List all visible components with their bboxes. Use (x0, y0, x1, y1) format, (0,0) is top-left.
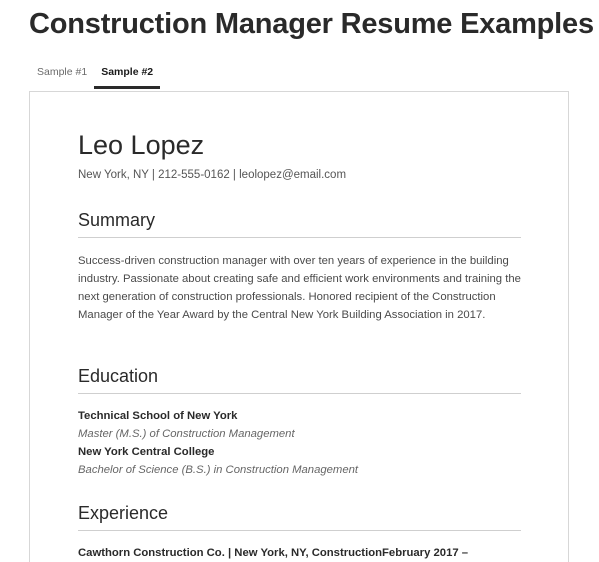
education-heading: Education (78, 366, 521, 394)
experience-dates: February 2017 – (382, 547, 469, 559)
education-school: Technical School of New York (78, 410, 238, 422)
summary-text: Success-driven construction manager with over ten years of experience in the building industry. Passionate about creating safe and efficient work environments and training the next generation of construction professionals. Honored recipient of the Construction Manager of the Year Award by the Central New York Building Association in 2017. (78, 255, 521, 321)
education-degree: Bachelor of Science (B.S.) in Construction Management (78, 464, 359, 476)
tab-sample-2[interactable]: Sample #2 (94, 62, 160, 89)
page-title: Construction Manager Resume Examples (29, 8, 594, 40)
tab-sample-1[interactable]: Sample #1 (37, 66, 88, 78)
contact-info: New York, NY | 212-555-0162 | leolopez@email.com (78, 169, 347, 181)
education-degree: Master (M.S.) of Construction Management (78, 428, 295, 440)
experience-company: Cawthorn Construction Co. | New York, NY, Construction (78, 547, 383, 559)
experience-item (78, 544, 521, 562)
education-school: New York Central College (78, 446, 215, 458)
summary-heading: Summary (78, 210, 521, 238)
sample-tabs (30, 62, 160, 91)
candidate-name: Leo Lopez (78, 130, 205, 160)
education-list (78, 407, 521, 479)
experience-heading: Experience (78, 503, 521, 531)
resume-card (29, 91, 569, 562)
